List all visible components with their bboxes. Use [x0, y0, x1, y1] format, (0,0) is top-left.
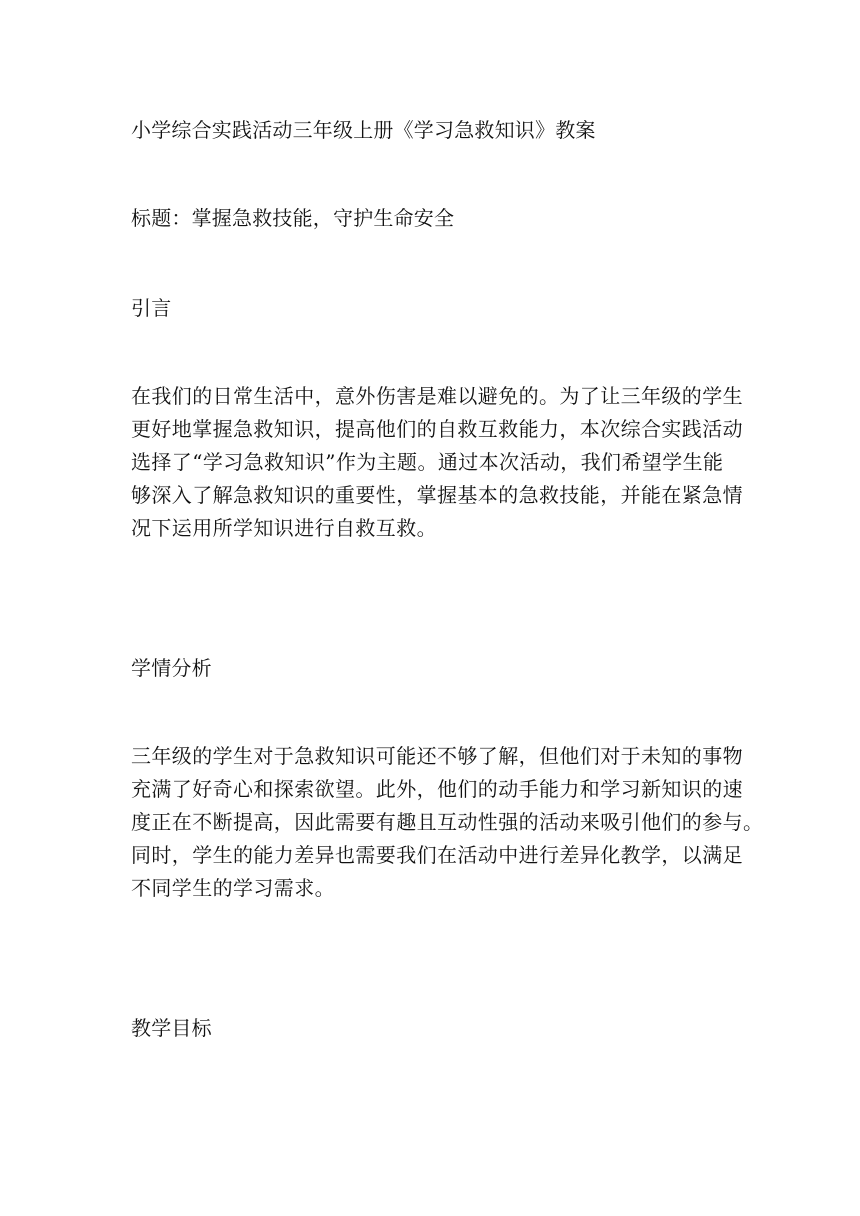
paragraph-line: 充满了好奇心和探索欲望。此外，他们的动手能力和学习新知识的速 — [131, 777, 743, 801]
document-subtitle: 标题：掌握急救技能，守护生命安全 — [131, 206, 455, 230]
document-title: 小学综合实践活动三年级上册《学习急救知识》教案 — [131, 118, 596, 142]
section-heading-teaching-goals: 教学目标 — [131, 1016, 212, 1040]
section-heading-student-analysis: 学情分析 — [131, 656, 212, 680]
paragraph-line: 度正在不断提高，因此需要有趣且互动性强的活动来吸引他们的参与。 — [131, 810, 764, 834]
section-paragraph-introduction — [131, 380, 751, 545]
paragraph-line: 不同学生的学习需求。 — [131, 876, 335, 900]
section-paragraph-student-analysis — [131, 740, 764, 905]
paragraph-line: 选择了“学习急救知识”作为主题。通过本次活动，我们希望学生能 — [131, 450, 724, 474]
section-heading-introduction: 引言 — [131, 296, 172, 320]
paragraph-line: 在我们的日常生活中，意外伤害是难以避免的。为了让三年级的学生 — [131, 384, 743, 408]
paragraph-line: 同时，学生的能力差异也需要我们在活动中进行差异化教学，以满足 — [131, 843, 743, 867]
paragraph-line: 况下运用所学知识进行自救互救。 — [131, 516, 437, 540]
paragraph-line: 三年级的学生对于急救知识可能还不够了解，但他们对于未知的事物 — [131, 744, 743, 768]
paragraph-line: 够深入了解急救知识的重要性，掌握基本的急救技能，并能在紧急情 — [131, 483, 743, 507]
paragraph-line: 更好地掌握急救知识，提高他们的自救互救能力，本次综合实践活动 — [131, 417, 743, 441]
